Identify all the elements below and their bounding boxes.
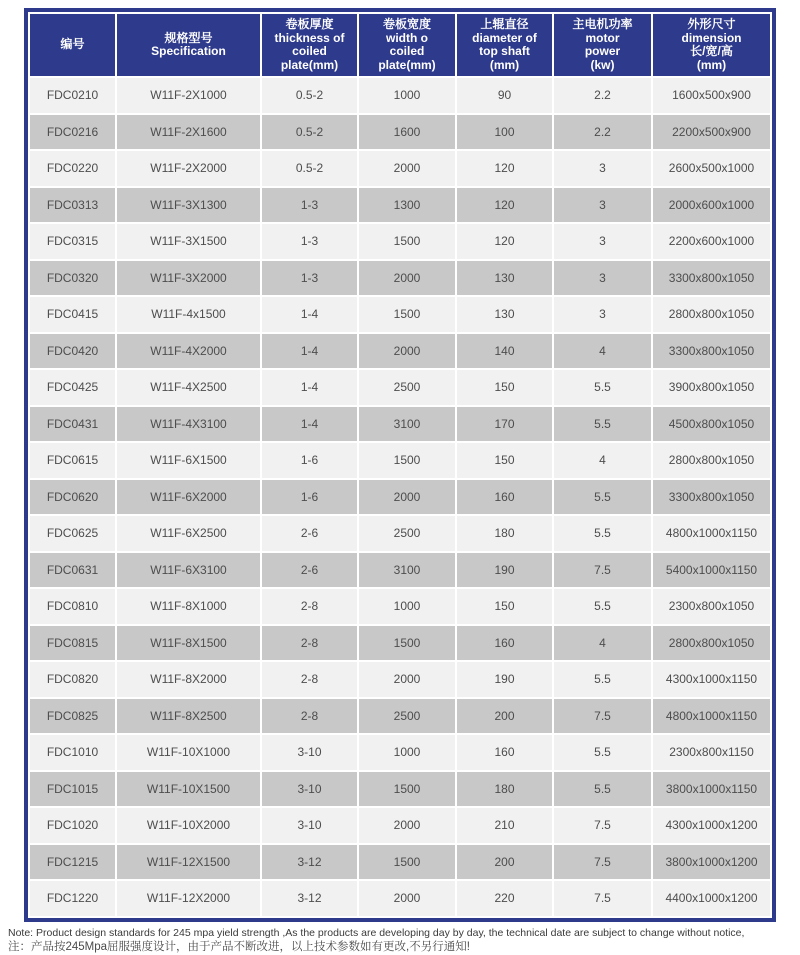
cell-id: FDC0631 [30,553,115,588]
cell-dimension: 4800x1000x1150 [653,699,770,734]
column-header-line: thickness of [274,30,345,45]
cell-spec: W11F-8X1000 [117,589,260,624]
cell-diameter: 120 [457,188,552,223]
column-header-line: 长/宽/高 [690,44,733,58]
cell-diameter: 160 [457,480,552,515]
table-row [30,443,770,478]
cell-power: 2.2 [554,115,651,150]
table-row [30,553,770,588]
spec-table-body [30,78,770,916]
cell-dimension: 2000x600x1000 [653,188,770,223]
cell-thickness: 3-10 [262,808,357,843]
cell-width: 1000 [359,735,455,770]
table-row [30,297,770,332]
table-row [30,699,770,734]
cell-width: 1600 [359,115,455,150]
table-row [30,334,770,369]
cell-width: 3100 [359,553,455,588]
cell-id: FDC0320 [30,261,115,296]
cell-diameter: 220 [457,881,552,916]
cell-power: 2.2 [554,78,651,113]
cell-width: 2500 [359,516,455,551]
cell-diameter: 130 [457,261,552,296]
cell-id: FDC0210 [30,78,115,113]
cell-diameter: 120 [457,224,552,259]
cell-id: FDC0216 [30,115,115,150]
cell-thickness: 1-3 [262,224,357,259]
column-header-line: 上辊直径 [480,17,529,31]
cell-id: FDC1220 [30,881,115,916]
cell-thickness: 1-6 [262,480,357,515]
cell-id: FDC0313 [30,188,115,223]
table-row [30,735,770,770]
cell-width: 3100 [359,407,455,442]
cell-id: FDC0620 [30,480,115,515]
cell-spec: W11F-10X2000 [117,808,260,843]
column-header-line: 外形尺寸 [687,17,736,31]
note-chinese: 注：产品按245Mpa屈服强度设计，由于产品不断改进，以上技术参数如有更改,不另行通知! [8,941,470,953]
cell-thickness: 0.5-2 [262,115,357,150]
cell-thickness: 1-3 [262,188,357,223]
cell-width: 2000 [359,334,455,369]
cell-power: 4 [554,626,651,661]
column-header-thickness [262,14,357,76]
cell-thickness: 2-8 [262,589,357,624]
cell-spec: W11F-6X3100 [117,553,260,588]
cell-diameter: 130 [457,297,552,332]
cell-dimension: 1600x500x900 [653,78,770,113]
cell-thickness: 2-8 [262,626,357,661]
cell-power: 7.5 [554,808,651,843]
spec-table-header [30,14,770,76]
cell-thickness: 2-8 [262,699,357,734]
cell-width: 2000 [359,881,455,916]
cell-spec: W11F-3X1300 [117,188,260,223]
cell-diameter: 160 [457,735,552,770]
cell-power: 5.5 [554,662,651,697]
cell-id: FDC0431 [30,407,115,442]
cell-diameter: 100 [457,115,552,150]
cell-id: FDC0820 [30,662,115,697]
column-header-line: plate(mm) [280,57,339,72]
cell-diameter: 200 [457,699,552,734]
cell-spec: W11F-6X2000 [117,480,260,515]
cell-width: 2000 [359,808,455,843]
cell-id: FDC0420 [30,334,115,369]
cell-width: 2000 [359,480,455,515]
table-row [30,261,770,296]
cell-thickness: 1-6 [262,443,357,478]
table-row [30,662,770,697]
cell-thickness: 3-10 [262,735,357,770]
column-header-line: 编号 [60,37,85,52]
cell-dimension: 3800x1000x1200 [653,845,770,880]
table-row [30,370,770,405]
cell-diameter: 210 [457,808,552,843]
cell-id: FDC1015 [30,772,115,807]
table-row [30,881,770,916]
cell-thickness: 0.5-2 [262,151,357,186]
cell-spec: W11F-4x1500 [117,297,260,332]
column-header-width [359,14,455,76]
cell-power: 5.5 [554,589,651,624]
cell-id: FDC1020 [30,808,115,843]
table-row [30,845,770,880]
cell-thickness: 2-6 [262,553,357,588]
cell-width: 1500 [359,845,455,880]
cell-dimension: 4800x1000x1150 [653,516,770,551]
cell-diameter: 190 [457,553,552,588]
table-row [30,626,770,661]
cell-id: FDC1215 [30,845,115,880]
column-header-line: width o [386,30,428,45]
cell-spec: W11F-2X1000 [117,78,260,113]
cell-power: 3 [554,188,651,223]
cell-dimension: 2200x500x900 [653,115,770,150]
column-header-line: diameter of [472,30,537,45]
cell-diameter: 190 [457,662,552,697]
cell-width: 1500 [359,224,455,259]
column-header-line: 卷板宽度 [382,17,431,31]
column-header-line: (kw) [590,57,615,72]
cell-dimension: 2800x800x1050 [653,443,770,478]
cell-width: 1500 [359,297,455,332]
cell-width: 2000 [359,662,455,697]
cell-thickness: 3-10 [262,772,357,807]
cell-power: 7.5 [554,845,651,880]
column-header-line: dimension [681,30,742,45]
cell-thickness: 3-12 [262,881,357,916]
cell-diameter: 150 [457,443,552,478]
cell-power: 4 [554,443,651,478]
cell-spec: W11F-8X2500 [117,699,260,734]
cell-dimension: 2300x800x1150 [653,735,770,770]
cell-id: FDC0815 [30,626,115,661]
column-header-line: 主电机功率 [572,17,633,31]
column-header-line: (mm) [489,57,520,72]
cell-width: 2500 [359,699,455,734]
cell-power: 5.5 [554,480,651,515]
cell-diameter: 120 [457,151,552,186]
table-row [30,78,770,113]
cell-power: 4 [554,334,651,369]
cell-power: 3 [554,297,651,332]
cell-dimension: 3900x800x1050 [653,370,770,405]
cell-spec: W11F-12X2000 [117,881,260,916]
cell-dimension: 2300x800x1050 [653,589,770,624]
table-row [30,151,770,186]
cell-dimension: 3300x800x1050 [653,480,770,515]
cell-diameter: 200 [457,845,552,880]
cell-power: 5.5 [554,735,651,770]
cell-dimension: 2800x800x1050 [653,626,770,661]
cell-width: 2500 [359,370,455,405]
cell-id: FDC0825 [30,699,115,734]
cell-dimension: 2800x800x1050 [653,297,770,332]
cell-spec: W11F-2X1600 [117,115,260,150]
cell-spec: W11F-6X1500 [117,443,260,478]
cell-diameter: 140 [457,334,552,369]
cell-dimension: 4400x1000x1200 [653,881,770,916]
cell-power: 3 [554,261,651,296]
cell-thickness: 1-4 [262,334,357,369]
table-row [30,224,770,259]
cell-id: FDC1010 [30,735,115,770]
table-row [30,115,770,150]
column-header-line: 规格型号 [164,30,213,45]
column-header-diameter [457,14,552,76]
cell-id: FDC0625 [30,516,115,551]
cell-width: 1000 [359,78,455,113]
cell-power: 3 [554,224,651,259]
cell-spec: W11F-4X2500 [117,370,260,405]
column-header-line: power [584,44,621,58]
cell-width: 2000 [359,151,455,186]
cell-id: FDC0220 [30,151,115,186]
table-row [30,772,770,807]
cell-spec: W11F-12X1500 [117,845,260,880]
cell-spec: W11F-10X1500 [117,772,260,807]
spec-table [28,12,772,918]
cell-spec: W11F-8X2000 [117,662,260,697]
table-row [30,407,770,442]
cell-diameter: 150 [457,589,552,624]
cell-diameter: 150 [457,370,552,405]
cell-spec: W11F-4X2000 [117,334,260,369]
cell-id: FDC0315 [30,224,115,259]
column-header-power [554,14,651,76]
column-header-line: top shaft [479,44,530,58]
column-header-spec [117,14,260,76]
cell-width: 2000 [359,261,455,296]
cell-power: 5.5 [554,370,651,405]
table-row [30,589,770,624]
cell-dimension: 3300x800x1050 [653,261,770,296]
cell-diameter: 180 [457,772,552,807]
cell-dimension: 5400x1000x1150 [653,553,770,588]
cell-power: 7.5 [554,553,651,588]
cell-power: 5.5 [554,772,651,807]
cell-power: 5.5 [554,407,651,442]
cell-thickness: 1-3 [262,261,357,296]
cell-spec: W11F-2X2000 [117,151,260,186]
cell-id: FDC0425 [30,370,115,405]
column-header-line: (mm) [696,57,727,72]
cell-dimension: 4300x1000x1200 [653,808,770,843]
cell-diameter: 170 [457,407,552,442]
cell-thickness: 1-4 [262,297,357,332]
cell-dimension: 2200x600x1000 [653,224,770,259]
cell-diameter: 180 [457,516,552,551]
cell-spec: W11F-3X1500 [117,224,260,259]
cell-width: 1500 [359,772,455,807]
cell-width: 1000 [359,589,455,624]
footnotes [8,926,796,955]
cell-power: 5.5 [554,516,651,551]
cell-power: 7.5 [554,881,651,916]
table-row [30,480,770,515]
column-header-line: coiled [389,44,425,58]
cell-power: 7.5 [554,699,651,734]
cell-dimension: 4300x1000x1150 [653,662,770,697]
column-header-dimension [653,14,770,76]
table-row [30,808,770,843]
cell-dimension: 4500x800x1050 [653,407,770,442]
cell-thickness: 1-4 [262,370,357,405]
header-row [30,14,770,76]
cell-spec: W11F-10X1000 [117,735,260,770]
cell-thickness: 2-8 [262,662,357,697]
column-header-line: motor [585,30,620,45]
column-header-line: 卷板厚度 [285,17,334,31]
cell-diameter: 160 [457,626,552,661]
column-header-line: plate(mm) [378,57,436,72]
cell-width: 1300 [359,188,455,223]
cell-width: 1500 [359,443,455,478]
cell-spec: W11F-3X2000 [117,261,260,296]
cell-thickness: 3-12 [262,845,357,880]
cell-dimension: 2600x500x1000 [653,151,770,186]
cell-id: FDC0615 [30,443,115,478]
cell-thickness: 1-4 [262,407,357,442]
cell-id: FDC0415 [30,297,115,332]
cell-spec: W11F-4X3100 [117,407,260,442]
column-header-id [30,14,115,76]
note-english: Note: Product design standards for 245 mpa yield strength ,As the products are developing day by day, the technical date are subject to change without notice, [8,927,745,939]
cell-dimension: 3800x1000x1150 [653,772,770,807]
column-header-line: coiled [292,44,327,58]
cell-width: 1500 [359,626,455,661]
table-row [30,188,770,223]
cell-thickness: 0.5-2 [262,78,357,113]
cell-spec: W11F-6X2500 [117,516,260,551]
column-header-line: Specification [151,44,226,58]
cell-id: FDC0810 [30,589,115,624]
cell-power: 3 [554,151,651,186]
table-row [30,516,770,551]
spec-table-frame [24,8,776,922]
cell-dimension: 3300x800x1050 [653,334,770,369]
cell-thickness: 2-6 [262,516,357,551]
cell-diameter: 90 [457,78,552,113]
cell-spec: W11F-8X1500 [117,626,260,661]
